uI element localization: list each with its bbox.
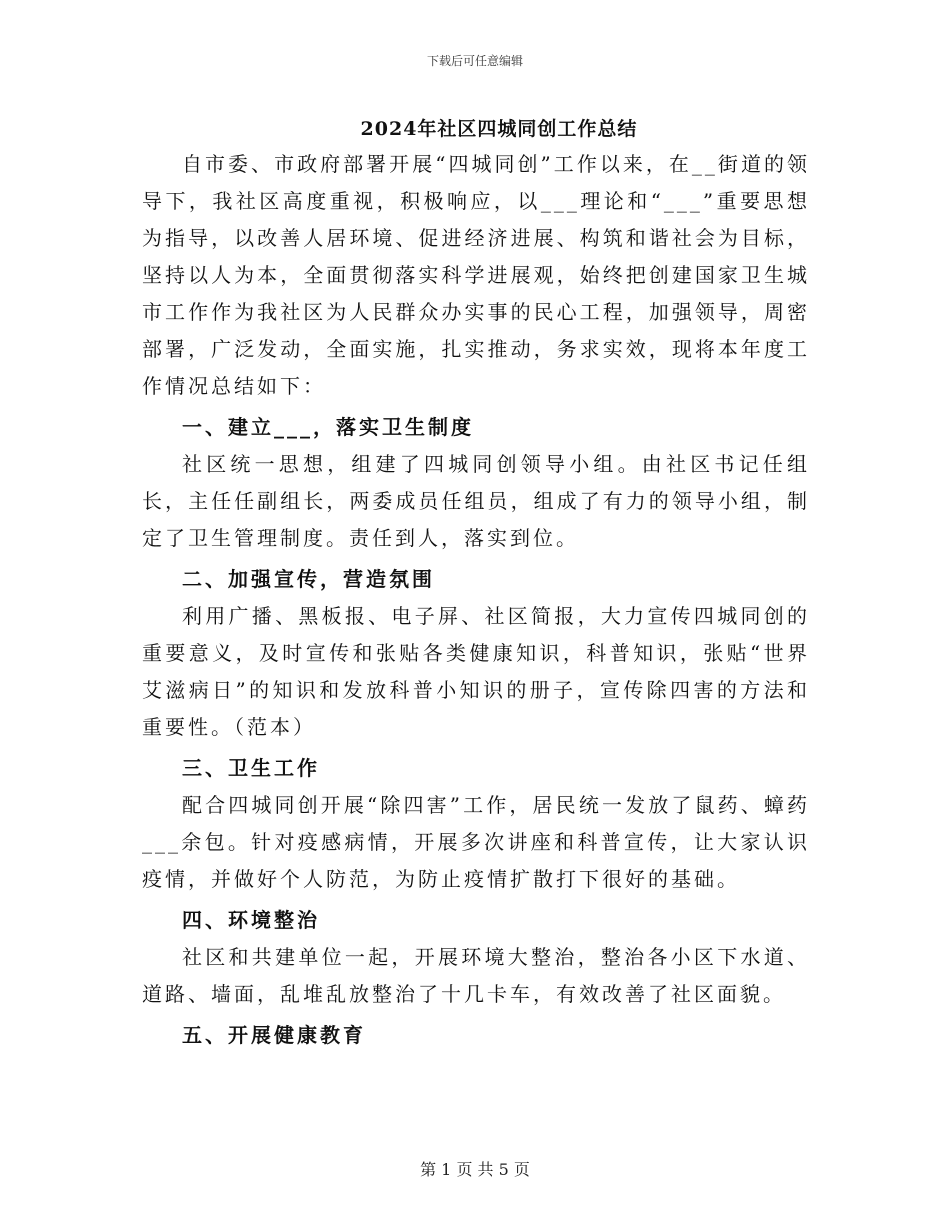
- section-body-4: 社区和共建单位一起，开展环境大整治，整治各小区下水道、道路、墙面，乱堆乱放整治了十几卡车，有效改善了社区面貌。: [142, 945, 810, 1006]
- section-heading-3: 三、卫生工作: [182, 756, 320, 780]
- section-body-1: 社区统一思想，组建了四城同创领导小组。由社区书记任组长，主任任副组长，两委成员任组员，组成了有力的领导小组，制定了卫生管理制度。责任到人，落实到位。: [142, 452, 810, 550]
- section-heading-4: 四、环境整治: [182, 908, 320, 932]
- section-heading-2: 二、加强宣传，营造氛围: [182, 567, 435, 591]
- intro-paragraph: 自市委、市政府部署开展“四城同创”工作以来，在__街道的领导下，我社区高度重视，积极响应，以___理论和“___”重要思想为指导，以改善人居环境、促进经济进展、构筑和谐社会为目标，坚持以人为本，全面贯彻落实科学进展观，始终把创建国家卫生城市工作作为我社区为人民群众办实事的民心工程，加强领导，周密部署，广泛发动，全面实施，扎实推动，务求实效，现将本年度工作情况总结如下：: [142, 152, 810, 398]
- section-body-3: 配合四城同创开展“除四害”工作，居民统一发放了鼠药、蟑药___余包。针对疫感病情，开展多次讲座和科普宣传，让大家认识疫情，并做好个人防范，为防止疫情扩散打下很好的基础。: [142, 793, 810, 891]
- section-heading-5: 五、开展健康教育: [182, 1023, 366, 1047]
- page-number-footer: 第 1 页 共 5 页: [420, 1160, 530, 1179]
- document-title: 2024年社区四城同创工作总结: [360, 118, 638, 140]
- section-body-2: 利用广播、黑板报、电子屏、社区简报，大力宣传四城同创的重要意义，及时宣传和张贴各类健康知识，科普知识，张贴“世界艾滋病日”的知识和发放科普小知识的册子，宣传除四害的方法和重要性。（范本）: [142, 604, 810, 739]
- section-heading-1: 一、建立___，落实卫生制度: [182, 415, 474, 439]
- document-body: [142, 146, 810, 1054]
- header-note: 下载后可任意编辑: [426, 54, 523, 68]
